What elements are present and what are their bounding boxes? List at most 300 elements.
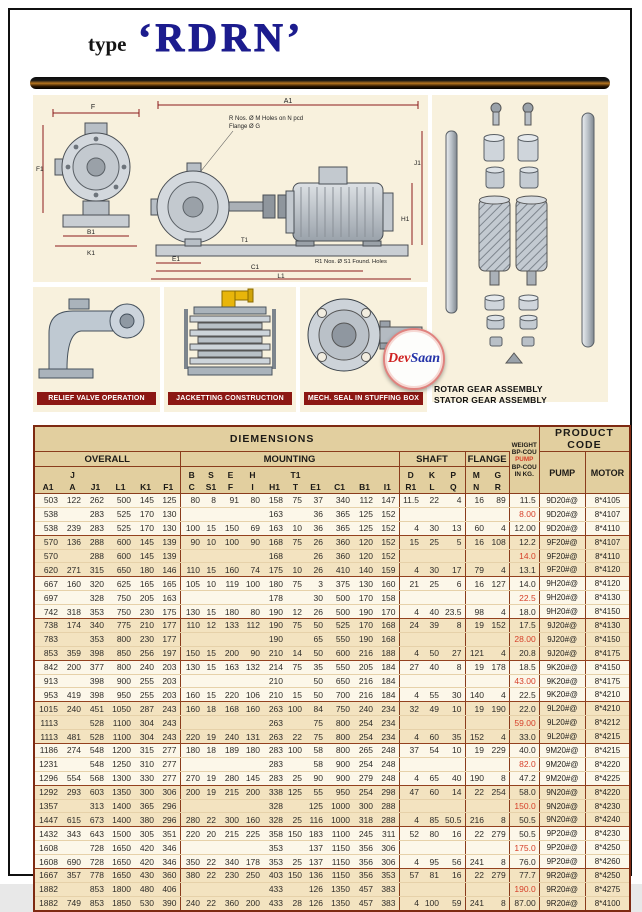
table-cell: 953 bbox=[34, 688, 61, 702]
table-cell: 165 bbox=[134, 577, 157, 591]
table-cell: 30 bbox=[442, 688, 465, 702]
table-cell bbox=[242, 841, 263, 855]
table-cell: 33.0 bbox=[509, 730, 539, 744]
table-cell: 131 bbox=[242, 730, 263, 744]
table-cell: 568 bbox=[84, 771, 107, 785]
table-cell bbox=[422, 632, 442, 646]
column-letter-header bbox=[203, 467, 219, 494]
table-cell: 220 bbox=[219, 688, 242, 702]
table-cell: 18 bbox=[203, 702, 219, 716]
table-cell: 36 bbox=[305, 507, 326, 521]
table-cell: 270 bbox=[180, 771, 203, 785]
table-cell: 550 bbox=[326, 632, 353, 646]
table-cell bbox=[242, 674, 263, 688]
table-cell: 4 bbox=[399, 521, 422, 535]
dim-j1: J1 bbox=[414, 160, 421, 167]
table-cell: 22 bbox=[203, 855, 219, 869]
table-cell: 19 bbox=[465, 744, 487, 758]
table-cell: 1608 bbox=[34, 855, 61, 869]
table-cell: 178 bbox=[263, 591, 286, 605]
table-cell: 205 bbox=[134, 591, 157, 605]
table-cell: 700 bbox=[326, 688, 353, 702]
table-cell: 152 bbox=[487, 619, 509, 633]
table-cell: 150.0 bbox=[509, 799, 539, 813]
table-cell: 9R20#@ bbox=[539, 882, 585, 896]
table-cell: 328 bbox=[84, 591, 107, 605]
table-row bbox=[34, 535, 630, 549]
table-cell: 214 bbox=[263, 660, 286, 674]
table-cell: 265 bbox=[353, 744, 376, 758]
table-cell bbox=[219, 674, 242, 688]
letter-bottom: Q bbox=[449, 482, 457, 492]
table-cell bbox=[465, 841, 487, 855]
table-cell bbox=[442, 882, 465, 896]
letter-bottom: B1 bbox=[359, 482, 370, 492]
table-cell: 168 bbox=[376, 632, 399, 646]
table-cell: 112 bbox=[242, 619, 263, 633]
table-cell: 37 bbox=[399, 744, 422, 758]
table-cell: 17.5 bbox=[509, 619, 539, 633]
table-cell: 8 bbox=[442, 619, 465, 633]
table-cell: 112 bbox=[353, 494, 376, 508]
letter-top bbox=[157, 469, 180, 481]
column-letter-header bbox=[353, 467, 376, 494]
letter-bottom: C1 bbox=[334, 482, 345, 492]
table-cell: 130 bbox=[353, 577, 376, 591]
table-cell bbox=[242, 716, 263, 730]
table-cell bbox=[422, 674, 442, 688]
dim-f1: F1 bbox=[36, 166, 44, 173]
table-row bbox=[34, 827, 630, 841]
table-cell: 160 bbox=[180, 702, 203, 716]
weight-column-header bbox=[509, 426, 539, 494]
table-cell: 9D20#@ bbox=[539, 521, 585, 535]
table-cell: 8*4107 bbox=[585, 507, 630, 521]
dim-k1: K1 bbox=[87, 250, 95, 257]
table-cell bbox=[242, 799, 263, 813]
letter-top: S bbox=[208, 470, 214, 480]
column-letter-header bbox=[376, 467, 399, 494]
table-cell: 15 bbox=[203, 605, 219, 619]
table-cell: 9K20#@ bbox=[539, 688, 585, 702]
dim-e1: E1 bbox=[172, 256, 180, 263]
table-cell: 150 bbox=[286, 869, 305, 883]
table-cell: 338 bbox=[263, 785, 286, 799]
table-cell: 318 bbox=[353, 813, 376, 827]
letter-top: P bbox=[450, 470, 457, 480]
table-cell bbox=[180, 841, 203, 855]
table-cell: 254 bbox=[353, 730, 376, 744]
table-cell: 20.8 bbox=[509, 646, 539, 660]
table-cell: 58.0 bbox=[509, 785, 539, 799]
table-cell: 254 bbox=[487, 785, 509, 799]
table-cell: 105 bbox=[180, 577, 203, 591]
table-cell: 643 bbox=[84, 827, 107, 841]
table-cell: 190 bbox=[465, 771, 487, 785]
table-cell: 241 bbox=[465, 855, 487, 869]
table-cell: 159 bbox=[376, 563, 399, 577]
table-cell: 4 bbox=[399, 896, 422, 910]
column-letter-header bbox=[61, 467, 84, 494]
table-cell bbox=[465, 757, 487, 771]
table-cell: 420 bbox=[134, 855, 157, 869]
table-cell: 125 bbox=[286, 785, 305, 799]
table-cell: 356 bbox=[353, 841, 376, 855]
table-cell: 4 bbox=[399, 855, 422, 869]
table-cell bbox=[61, 591, 84, 605]
table-cell: 620 bbox=[34, 563, 61, 577]
table-cell: 35 bbox=[305, 660, 326, 674]
logo-dev-text: Dev bbox=[387, 351, 411, 366]
table-cell bbox=[286, 632, 305, 646]
table-cell: 25 bbox=[286, 771, 305, 785]
table-cell: 451 bbox=[84, 702, 107, 716]
table-cell: 136 bbox=[61, 535, 84, 549]
table-cell: 500 bbox=[326, 605, 353, 619]
table-cell: 353 bbox=[84, 605, 107, 619]
dim-a1: A1 bbox=[283, 98, 293, 105]
table-cell: 783 bbox=[34, 632, 61, 646]
column-letter-header bbox=[286, 467, 305, 494]
table-cell: 146 bbox=[157, 563, 180, 577]
table-cell: 277 bbox=[157, 744, 180, 758]
table-cell: 15 bbox=[203, 688, 219, 702]
table-cell: 210 bbox=[263, 646, 286, 660]
table-cell: 122 bbox=[61, 494, 84, 508]
table-cell: 240 bbox=[353, 702, 376, 716]
table-cell: 280 bbox=[219, 771, 242, 785]
table-cell: 353 bbox=[263, 841, 286, 855]
table-cell: 1200 bbox=[107, 744, 134, 758]
letter-top bbox=[353, 469, 376, 481]
table-cell: 1400 bbox=[107, 813, 134, 827]
table-cell: 377 bbox=[84, 660, 107, 674]
table-cell: 80 bbox=[242, 605, 263, 619]
table-cell: 125 bbox=[305, 799, 326, 813]
table-cell: 77.7 bbox=[509, 869, 539, 883]
table-row bbox=[34, 882, 630, 896]
table-cell: 130 bbox=[157, 521, 180, 535]
table-cell bbox=[465, 507, 487, 521]
table-cell bbox=[487, 549, 509, 563]
table-cell: 160 bbox=[180, 688, 203, 702]
table-cell: 4 bbox=[487, 605, 509, 619]
table-cell: 9P20#@ bbox=[539, 855, 585, 869]
table-cell: 4 bbox=[399, 813, 422, 827]
table-cell: 189 bbox=[219, 744, 242, 758]
table-cell: 304 bbox=[134, 730, 157, 744]
table-cell: 60 bbox=[422, 785, 442, 799]
table-cell: 180 bbox=[134, 563, 157, 577]
table-row bbox=[34, 869, 630, 883]
table-cell: 8*4215 bbox=[585, 744, 630, 758]
table-cell: 130 bbox=[157, 507, 180, 521]
column-letter-header bbox=[107, 467, 134, 494]
seal-rings bbox=[485, 295, 538, 363]
table-cell: 750 bbox=[107, 591, 134, 605]
table-cell: 8*4212 bbox=[585, 716, 630, 730]
table-cell: 433 bbox=[263, 882, 286, 896]
table-cell: 255 bbox=[134, 688, 157, 702]
letter-top: E bbox=[227, 470, 234, 480]
letter-bottom: R bbox=[494, 482, 501, 492]
table-cell: 274 bbox=[61, 744, 84, 758]
table-cell: 152 bbox=[465, 730, 487, 744]
table-row bbox=[34, 591, 630, 605]
jacketting-panel bbox=[164, 287, 296, 412]
table-cell bbox=[442, 799, 465, 813]
table-cell: 184 bbox=[376, 660, 399, 674]
column-letter-header bbox=[34, 467, 61, 494]
table-cell: 800 bbox=[107, 660, 134, 674]
table-cell: 100 bbox=[286, 744, 305, 758]
table-cell: 80 bbox=[180, 494, 203, 508]
table-cell: 216 bbox=[465, 813, 487, 827]
table-cell: 9H20#@ bbox=[539, 577, 585, 591]
table-cell: 351 bbox=[157, 827, 180, 841]
column-letter-header bbox=[180, 467, 203, 494]
table-cell: 778 bbox=[84, 869, 107, 883]
letter-bottom: A bbox=[69, 482, 76, 492]
table-row bbox=[34, 577, 630, 591]
letter-bottom: K1 bbox=[140, 482, 151, 492]
table-cell bbox=[180, 757, 203, 771]
table-cell: 75 bbox=[286, 660, 305, 674]
table-cell: 203 bbox=[157, 688, 180, 702]
table-cell: 15 bbox=[203, 563, 219, 577]
table-cell: 170 bbox=[353, 591, 376, 605]
table-cell: 305 bbox=[134, 827, 157, 841]
letter-bottom: L bbox=[429, 482, 435, 492]
table-cell: 75 bbox=[286, 619, 305, 633]
table-cell: 216 bbox=[353, 674, 376, 688]
table-row bbox=[34, 730, 630, 744]
model-name: ‘RDRN’ bbox=[138, 15, 305, 60]
table-cell: 14.0 bbox=[509, 549, 539, 563]
weight-header-line: IN KG. bbox=[514, 470, 534, 478]
table-cell: 690 bbox=[61, 855, 84, 869]
logo-saan-text: Saan bbox=[410, 351, 441, 366]
table-cell: 315 bbox=[134, 744, 157, 758]
table-cell: 1050 bbox=[107, 702, 134, 716]
table-cell: 58 bbox=[305, 744, 326, 758]
table-cell bbox=[180, 882, 203, 896]
table-cell: 8*4150 bbox=[585, 605, 630, 619]
table-cell bbox=[487, 841, 509, 855]
table-cell: 340 bbox=[326, 494, 353, 508]
table-cell: 360 bbox=[326, 535, 353, 549]
decorative-rule bbox=[30, 77, 610, 89]
table-cell bbox=[242, 757, 263, 771]
table-cell: 254 bbox=[353, 757, 376, 771]
table-cell: 110 bbox=[180, 563, 203, 577]
table-cell: 1150 bbox=[326, 855, 353, 869]
table-row bbox=[34, 744, 630, 758]
table-cell: 430 bbox=[134, 869, 157, 883]
column-group-header: MOUNTING bbox=[180, 452, 399, 467]
table-cell: 57 bbox=[399, 869, 422, 883]
table-cell: 1667 bbox=[34, 869, 61, 883]
table-cell: 183 bbox=[305, 827, 326, 841]
table-cell: 500 bbox=[326, 591, 353, 605]
letter-bottom: I bbox=[251, 482, 254, 492]
table-cell: 10 bbox=[286, 521, 305, 535]
table-cell: 256 bbox=[134, 646, 157, 660]
table-cell bbox=[219, 841, 242, 855]
table-cell bbox=[442, 632, 465, 646]
table-cell bbox=[487, 757, 509, 771]
column-group-header: OVERALL bbox=[34, 452, 180, 467]
table-cell: 398 bbox=[84, 646, 107, 660]
table-cell: 163 bbox=[263, 521, 286, 535]
table-cell bbox=[203, 632, 219, 646]
table-cell: 230 bbox=[219, 869, 242, 883]
table-cell: 650 bbox=[326, 674, 353, 688]
table-cell: 538 bbox=[34, 521, 61, 535]
table-cell: 554 bbox=[61, 771, 84, 785]
table-cell: 500 bbox=[107, 494, 134, 508]
table-cell: 56 bbox=[442, 855, 465, 869]
table-cell: 600 bbox=[107, 535, 134, 549]
table-cell: 350 bbox=[180, 855, 203, 869]
table-cell: 79 bbox=[465, 563, 487, 577]
table-cell: 50 bbox=[305, 646, 326, 660]
table-cell: 728 bbox=[84, 841, 107, 855]
table-cell: 1150 bbox=[326, 841, 353, 855]
column-letter-header bbox=[465, 467, 487, 494]
table-cell: 126 bbox=[305, 896, 326, 910]
table-cell: 1000 bbox=[326, 813, 353, 827]
dimensions-table bbox=[33, 425, 631, 912]
table-cell: 137 bbox=[305, 841, 326, 855]
table-cell: 4 bbox=[399, 730, 422, 744]
table-cell: 27 bbox=[399, 660, 422, 674]
table-cell: 234 bbox=[376, 730, 399, 744]
column-letter-header bbox=[422, 467, 442, 494]
dim-b1: B1 bbox=[87, 229, 95, 236]
table-cell: 365 bbox=[134, 799, 157, 813]
table-cell: 163 bbox=[219, 660, 242, 674]
table-cell: 190 bbox=[353, 605, 376, 619]
table-cell: 9J20#@ bbox=[539, 632, 585, 646]
stator-assembly-label: STATOR GEAR ASSEMBLY bbox=[434, 395, 547, 405]
table-cell: 55 bbox=[305, 785, 326, 799]
table-cell: 145 bbox=[134, 535, 157, 549]
table-cell bbox=[219, 757, 242, 771]
table-cell: 296 bbox=[157, 799, 180, 813]
table-cell: 95 bbox=[422, 855, 442, 869]
letter-bottom: H1 bbox=[269, 482, 280, 492]
table-cell: 200 bbox=[180, 785, 203, 799]
table-cell bbox=[203, 549, 219, 563]
table-cell: 22 bbox=[465, 827, 487, 841]
table-cell: 283 bbox=[263, 771, 286, 785]
table-cell: 100 bbox=[286, 702, 305, 716]
table-cell: 850 bbox=[107, 646, 134, 660]
table-cell: 76.0 bbox=[509, 855, 539, 869]
weight-header-line: BP-COU bbox=[511, 463, 537, 471]
table-cell: 8*4240 bbox=[585, 813, 630, 827]
table-cell bbox=[422, 841, 442, 855]
table-cell: 18 bbox=[203, 744, 219, 758]
table-cell: 1500 bbox=[107, 827, 134, 841]
table-cell: 353 bbox=[84, 632, 107, 646]
table-cell bbox=[487, 591, 509, 605]
table-cell: 9K20#@ bbox=[539, 674, 585, 688]
table-cell: 262 bbox=[84, 494, 107, 508]
table-cell: 742 bbox=[34, 605, 61, 619]
table-cell: 108 bbox=[487, 535, 509, 549]
table-cell: 240 bbox=[61, 702, 84, 716]
table-cell: 180 bbox=[242, 744, 263, 758]
table-cell: 58 bbox=[305, 757, 326, 771]
table-cell: 248 bbox=[376, 757, 399, 771]
table-cell bbox=[442, 716, 465, 730]
table-cell: 200 bbox=[242, 785, 263, 799]
table-cell: 240 bbox=[180, 896, 203, 910]
table-cell: 139 bbox=[157, 535, 180, 549]
table-cell: 19 bbox=[203, 730, 219, 744]
table-cell: 525 bbox=[107, 521, 134, 535]
dim-h1: H1 bbox=[401, 216, 410, 223]
table-cell: 160 bbox=[61, 577, 84, 591]
table-cell: 950 bbox=[107, 688, 134, 702]
table-cell: 9M20#@ bbox=[539, 771, 585, 785]
letter-top bbox=[134, 469, 157, 481]
table-cell: 800 bbox=[326, 730, 353, 744]
table-cell: 175.0 bbox=[509, 841, 539, 855]
table-cell: 152 bbox=[376, 535, 399, 549]
table-cell: 4 bbox=[442, 494, 465, 508]
table-cell bbox=[399, 799, 422, 813]
letter-top bbox=[376, 469, 399, 481]
motor-body bbox=[293, 183, 383, 241]
table-cell bbox=[422, 549, 442, 563]
table-cell: 50.5 bbox=[509, 813, 539, 827]
table-cell: 12.00 bbox=[509, 521, 539, 535]
table-cell: 16 bbox=[465, 494, 487, 508]
table-cell: 1113 bbox=[34, 730, 61, 744]
table-cell: 234 bbox=[376, 702, 399, 716]
note-flange: Flange Ø G bbox=[229, 124, 261, 130]
table-cell: 200 bbox=[242, 896, 263, 910]
table-cell: 283 bbox=[263, 744, 286, 758]
table-cell: 216 bbox=[353, 646, 376, 660]
table-cell bbox=[61, 507, 84, 521]
table-cell: 100 bbox=[219, 535, 242, 549]
table-cell: 749 bbox=[61, 896, 84, 910]
dim-l1: L1 bbox=[277, 273, 285, 280]
table-cell bbox=[465, 882, 487, 896]
table-cell bbox=[399, 716, 422, 730]
table-cell bbox=[61, 549, 84, 563]
table-cell: 4 bbox=[399, 605, 422, 619]
table-cell bbox=[465, 591, 487, 605]
table-cell: 8 bbox=[487, 896, 509, 910]
table-cell bbox=[465, 549, 487, 563]
table-row bbox=[34, 757, 630, 771]
table-cell: 503 bbox=[34, 494, 61, 508]
table-cell bbox=[219, 716, 242, 730]
table-cell: 304 bbox=[134, 716, 157, 730]
table-cell: 8*4250 bbox=[585, 869, 630, 883]
mech-seal-caption: MECH. SEAL IN STUFFING BOX bbox=[304, 392, 423, 405]
table-cell bbox=[422, 591, 442, 605]
table-cell: 410 bbox=[326, 563, 353, 577]
table-cell: 9N20#@ bbox=[539, 813, 585, 827]
table-cell: 328 bbox=[263, 799, 286, 813]
note-foundation-holes: R1 Nos. Ø S1 Found. Holes bbox=[315, 259, 387, 265]
